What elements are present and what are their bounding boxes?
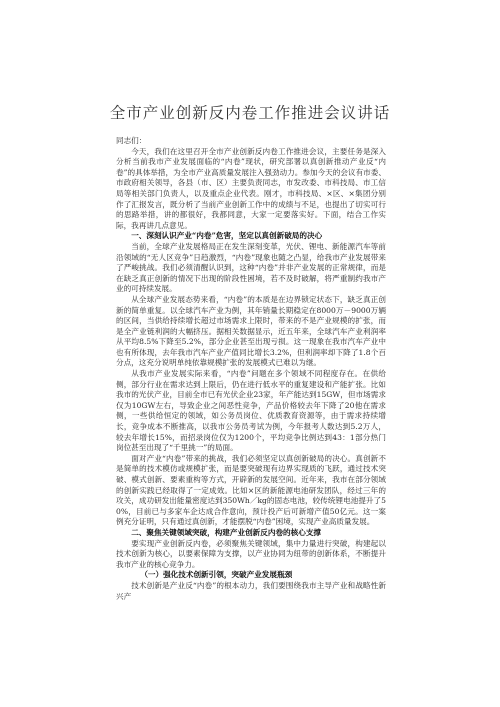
section-heading-1: 一、深刻认识产业“内卷”危害，坚定以真创新破局的决心 [131,231,323,241]
paragraph: 当前，全球产业发展格局正在发生深刻变革，光伏、锂电、新能源汽车等前沿领域的“无人区竞争”日趋激烈，“内卷”现象也随之凸显，给我市产业发展带来了严峻挑战。我们必须清醒认识到，这种“内卷”并非产业发展的正常规律，而是在缺乏真正创新的情况下出现的阶段性困境，若不及时破解，将严重制约我市产业的可持续发展。 [116,241,386,294]
subsection-heading-1: （一）强化技术创新引领，突破产业发展瓶颈 [140,570,293,580]
paragraph: 要实现产业创新反内卷，必须聚焦关键领域，集中力量进行突破，构建起以技术创新为核心，以要素保障为支撑，以产业协同为纽带的创新体系，不断提升我市产业的核心竞争力。 [116,538,386,569]
paragraph: 从我市产业发展实际来看，“内卷”问题在多个领域不同程度存在。在供给侧，部分行业在需求达到上限后，仍在进行低水平的重复建设和产能扩张。比如我市的光伏产业，目前全市已有光伏企业23家，年产能达到15GW，但市场需求仅为10GW左右，导致企业之间恶性竞争，产品价格较去年下降了20他在需求侧，一些供给恒定的领域，如公务员岗位、优质教育资源等，由于需求持续增长，竞争成本不断推高，以我市公务员考试为例，今年报考人数达到5.2万人，较去年增长15%，而招录岗位仅为1200个，平均竞争比例达到43：1部分热门岗位甚至出现了“千里挑一”的局面。 [116,369,386,453]
greeting: 同志们： [116,136,147,145]
section-heading-2: 二、聚焦关键领域突破，构建产业创新反内卷的核心支撑 [131,527,322,537]
paragraph: 面对产业“内卷”带来的挑战，我们必须坚定以真创新破局的决心。真创新不是简单的技术模仿或规模扩张，而是要突破现有边界实现质的飞跃，通过技术突破、模式创新、要素重构等方式，开辟新的发展空间。近年来，我市在部分领域的创新实践已经取得了一定成效。比如×区的新能源电池研发团队，经过三年的攻关，成功研发出能量密度达到350Wh／kg的固态电池，较传统锂电池提升了50%，目前已与多家车企达成合作意向，预计投产后可新增产值50亿元。这一案例充分证明，只有通过真创新，才能摆脱“内卷”困境，实现产业高质量发展。 [116,453,386,527]
paragraph: 从全球产业发展态势来看，“内卷”的本质是在边界锁定状态下，缺乏真正创新的简单重复。以全球汽车产业为例，其年销量长期稳定在8000万－9000万辆的区间，当供给持续增长超过市场需求上限时，带来的不是产业规模的扩张，而是全产业链利润的大幅挤压。据相关数据显示，近五年来，全球汽车产业利润率从平均8.5%下降至5.2%，部分企业甚至出现亏损。这一现象在我市汽车产业中也有所体现，去年我市汽车产业产值同比增长3.2%，但利润率却下降了1.8个百分点，这充分说明单纯依靠规模扩张的发展模式已难以为继。 [116,294,386,368]
paragraph: 技术创新是产业反“内卷”的根本动力，我们要围绕我市主导产业和战略性新兴产 [116,580,386,601]
intro-paragraph: 今天，我们在这里召开全市产业创新反内卷工作推进会议，主要任务是深入分析当前我市产业发展面临的“内卷”现状，研究部署以真创新推动产业反“内卷”的具体举措，为全市产业高质量发展注入强劲动力。参加今天的会议有市委、市政府相关领导，各县（市、区）主要负责同志，市发改委、市科技局、市工信局等相关部门负责人，以及重点企业代表。刚才，市科技局、×区、×集团分别作了汇报发言，既分析了当前产业创新工作中的成绩与不足，也提出了切实可行的思路举措，讲的都很好，我都同意，大家一定要落实好。下面，结合工作实际，我再讲几点意见。 [116,146,386,230]
document-title: 全市产业创新反内卷工作推进会议讲话 [109,104,391,122]
document-body [116,136,386,602]
